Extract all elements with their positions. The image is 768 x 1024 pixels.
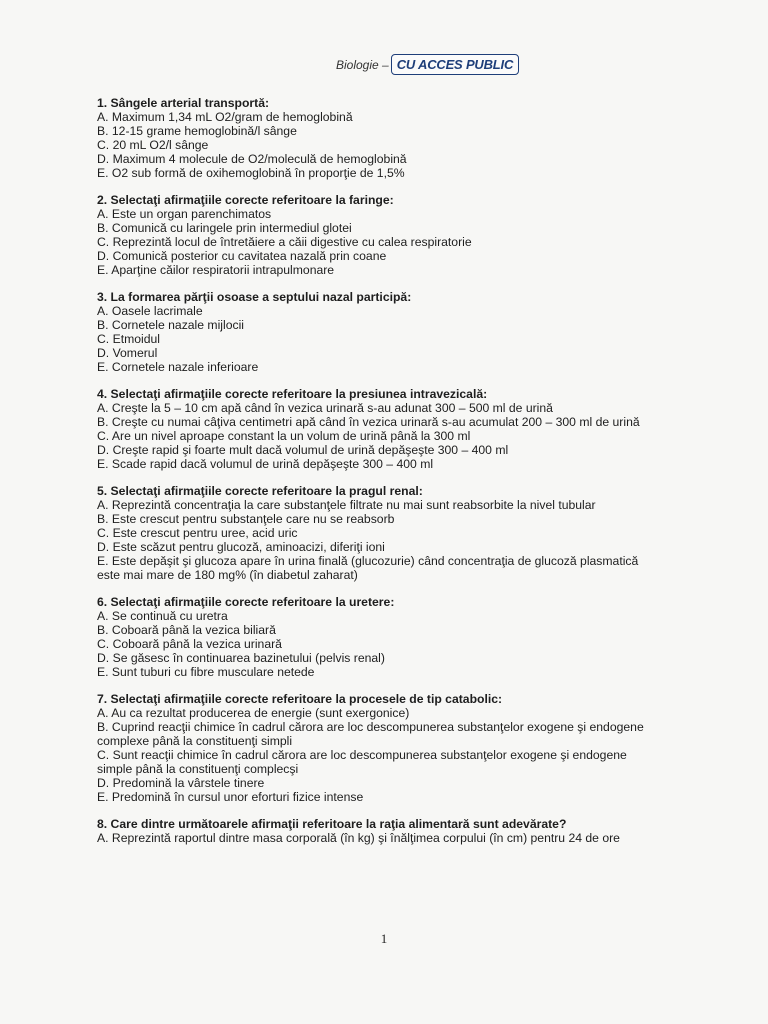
answer-option: B. Comunică cu laringele prin intermediul glotei bbox=[97, 221, 352, 235]
question-5 bbox=[97, 484, 657, 582]
answer-option: B. Creşte cu numai câţiva centimetri apă când în vezica urinară s-au acumulat 200 – 300 ml de urină bbox=[97, 415, 640, 429]
answer-option: A. Reprezintă concentraţia la care substanţele filtrate nu mai sunt reabsorbite la nivel tubular bbox=[97, 498, 596, 512]
answer-option: C. Este crescut pentru uree, acid uric bbox=[97, 526, 298, 540]
question-title: 6. Selectaţi afirmaţiile corecte referitoare la uretere: bbox=[97, 595, 395, 609]
answer-option: E. Cornetele nazale inferioare bbox=[97, 360, 259, 374]
question-title: 1. Sângele arterial transportă: bbox=[97, 96, 270, 110]
question-6 bbox=[97, 595, 657, 679]
header-badge: CU ACCES PUBLIC bbox=[391, 54, 519, 75]
answer-option: E. Aparţine căilor respiratorii intrapulmonare bbox=[97, 263, 335, 277]
answer-option: B. Este crescut pentru substanţele care nu se reabsorb bbox=[97, 512, 395, 526]
answer-option: D. Creşte rapid şi foarte mult dacă volumul de urină depăşeşte 300 – 400 ml bbox=[97, 443, 509, 457]
answer-option: D. Maximum 4 molecule de O2/moleculă de hemoglobină bbox=[97, 152, 407, 166]
answer-option: D. Este scăzut pentru glucoză, aminoacizi, diferiţi ioni bbox=[97, 540, 385, 554]
answer-option: D. Se găsesc în continuarea bazinetului (pelvis renal) bbox=[97, 651, 385, 665]
question-title: 4. Selectaţi afirmaţiile corecte referitoare la presiunea intravezicală: bbox=[97, 387, 488, 401]
answer-option: A. Creşte la 5 – 10 cm apă când în vezica urinară s-au adunat 300 – 500 ml de urină bbox=[97, 401, 553, 415]
answer-option: A. Reprezintă raportul dintre masa corporală (în kg) şi înălţimea corpului (în cm) pentru 24 de ore bbox=[97, 831, 620, 845]
answer-option: E. O2 sub formă de oxihemoglobină în proporţie de 1,5% bbox=[97, 166, 405, 180]
answer-option: A. Se continuă cu uretra bbox=[97, 609, 228, 623]
question-title: 5. Selectaţi afirmaţiile corecte referitoare la pragul renal: bbox=[97, 484, 423, 498]
answer-option: E. Predomină în cursul unor eforturi fizice intense bbox=[97, 790, 364, 804]
answer-option: C. Reprezintă locul de întretăiere a căii digestive cu calea respiratorie bbox=[97, 235, 472, 249]
question-title: 7. Selectaţi afirmaţiile corecte referitoare la procesele de tip catabolic: bbox=[97, 692, 503, 706]
answer-option: B. Cornetele nazale mijlocii bbox=[97, 318, 244, 332]
answer-option: A. Maximum 1,34 mL O2/gram de hemoglobină bbox=[97, 110, 353, 124]
answer-option: C. Are un nivel aproape constant la un volum de urină până la 300 ml bbox=[97, 429, 471, 443]
answer-option: B. Cuprind reacţii chimice în cadrul cărora are loc descompunerea substanţelor exogene şi endogene complexe până la constituenţi simpli bbox=[97, 720, 644, 748]
answer-option: C. Coboară până la vezica urinară bbox=[97, 637, 282, 651]
page-number: 1 bbox=[380, 931, 388, 946]
answer-option: D. Vomerul bbox=[97, 346, 158, 360]
answer-option: D. Comunică posterior cu cavitatea nazală prin coane bbox=[97, 249, 387, 263]
question-title: 3. La formarea părţii osoase a septului nazal participă: bbox=[97, 290, 412, 304]
answer-option: A. Au ca rezultat producerea de energie (sunt exergonice) bbox=[97, 706, 410, 720]
answer-option: E. Scade rapid dacă volumul de urină depăşeşte 300 – 400 ml bbox=[97, 457, 434, 471]
answer-option: B. 12-15 grame hemoglobină/l sânge bbox=[97, 124, 297, 138]
question-8 bbox=[97, 817, 657, 845]
header-subject: Biologie – bbox=[336, 57, 389, 72]
question-4 bbox=[97, 387, 657, 471]
answer-option: C. Etmoidul bbox=[97, 332, 160, 346]
question-title: 2. Selectaţi afirmaţiile corecte referitoare la faringe: bbox=[97, 193, 394, 207]
question-3 bbox=[97, 290, 657, 374]
question-2 bbox=[97, 193, 657, 277]
question-title: 8. Care dintre următoarele afirmaţii referitoare la raţia alimentară sunt adevărate? bbox=[97, 817, 567, 831]
answer-option: C. Sunt reacţii chimice în cadrul cărora are loc descompunerea substanţelor exogene şi endogene simple până la constituenţi complecşi bbox=[97, 748, 627, 776]
answer-option: A. Este un organ parenchimatos bbox=[97, 207, 272, 221]
question-7 bbox=[97, 692, 657, 804]
answer-option: E. Este depăşit şi glucoza apare în urina finală (glucozurie) când concentraţia de glucoză plasmatică este mai mare de 180 mg% (în diabetul zaharat) bbox=[97, 554, 639, 582]
answer-option: C. 20 mL O2/l sânge bbox=[97, 138, 209, 152]
answer-option: D. Predomină la vârstele tinere bbox=[97, 776, 265, 790]
answer-option: A. Oasele lacrimale bbox=[97, 304, 203, 318]
answer-option: B. Coboară până la vezica biliară bbox=[97, 623, 276, 637]
page-header bbox=[336, 54, 519, 75]
question-1 bbox=[97, 96, 657, 180]
question-list bbox=[97, 96, 657, 858]
answer-option: E. Sunt tuburi cu fibre musculare netede bbox=[97, 665, 315, 679]
